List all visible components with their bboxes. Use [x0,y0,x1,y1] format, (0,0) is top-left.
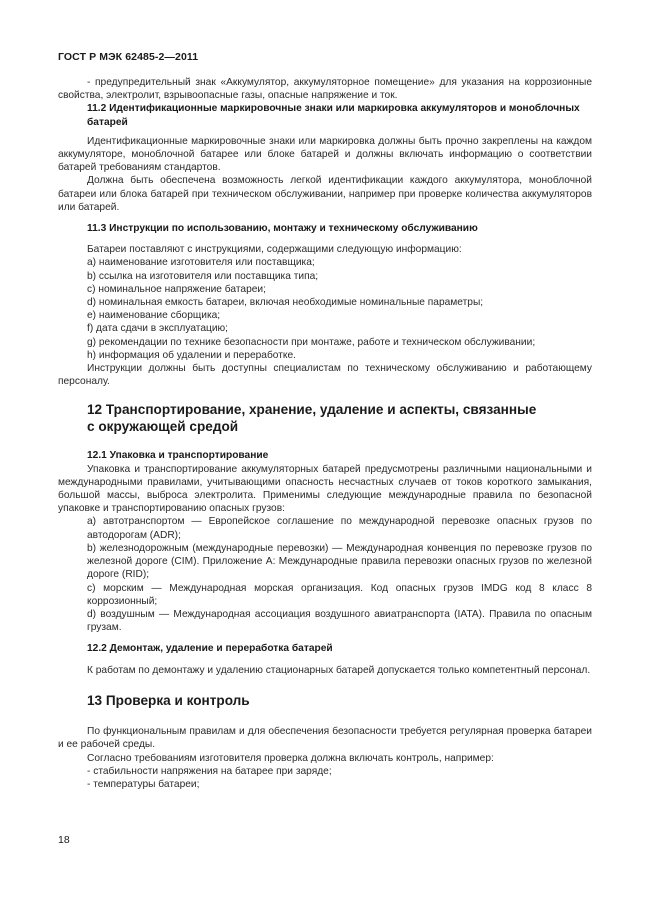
list-item: g) рекомендации по технике безопасности при монтаже, работе и техническом обслуживании; [87,336,536,348]
section-13-paragraph-1: По функциональным правилам и для обеспечения безопасности требуется регулярная проверка батареи и ее рабочей среды. [58,726,592,751]
section-11-3-intro: Батареи поставляют с инструкциями, содержащими следующую информацию: [87,244,462,256]
section-11-2-heading: 11.2 Идентификационные маркировочные знаки или маркировка аккумуляторов и моноблочных батарей [87,103,580,128]
list-item: e) наименование сборщика; [87,310,221,322]
section-12-heading-line-2: с окружающей средой [87,418,239,434]
list-item: a) автотранспортом — Европейское соглашение по международной перевозке опасных грузов по автодорогам (ADR); [87,516,592,541]
section-12-1-heading: 12.1 Упаковка и транспортирование [87,450,269,462]
section-13-heading: 13 Проверка и контроль [87,692,250,708]
section-12-1-paragraph: Упаковка и транспортирование аккумуляторных батарей предусмотрены различными национальными и международными правилами, учитывающими опасность несчастных случаев от токов короткого замыкания, большой массы, выброса электролита. Применимы следующие международные правила по безопасной упаковке и транспортированию опасных грузов: [58,463,592,515]
page-content [58,76,592,791]
list-item: - температуры батареи; [87,779,200,791]
section-11-3-closing: Инструкции должны быть доступны специалистам по техническому обслуживанию и работающему персоналу. [58,363,592,388]
list-item: a) наименование изготовителя или поставщика; [87,257,315,269]
section-12-heading-line-1: 12 Транспортирование, хранение, удаление и аспекты, связанные [87,402,537,418]
section-11-3-heading: 11.3 Инструкции по использованию, монтажу и техническому обслуживанию [87,223,478,235]
list-item: c) морским — Международная морская организация. Код опасных грузов IMDG код 8 класс 8 коррозионный; [87,582,592,607]
list-item: d) воздушным — Международная ассоциация воздушного авиатранспорта (IATA). Правила по опасным грузам. [87,608,592,634]
section-13-paragraph-2: Согласно требованиям изготовителя проверка должна включать контроль, например: [87,752,494,764]
page-number: 18 [58,834,70,846]
list-item: c) номинальное напряжение батареи; [87,283,266,295]
list-item: - стабильности напряжения на батарее при заряде; [87,765,332,777]
document-header: ГОСТ Р МЭК 62485-2—2011 [58,51,199,63]
section-12-2-paragraph: К работам по демонтажу и удалению стационарных батарей допускается только компетентный персонал. [87,664,591,676]
list-item: b) железнодорожным (международные перевозки) — Международная конвенция по перевозке грузов по железной дороге (CIM). Приложение А: Международные правила перевозки опасных грузов по железной дороге (RID); [87,542,592,581]
list-item: h) информация об удалении и переработке. [87,349,296,361]
section-11-2-paragraph-1: Идентификационные маркировочные знаки или маркировка должны быть прочно закреплены на каждом аккумуляторе, моноблочной батарее или блоке батарей и должны включать информацию о соответствии батарей требованиям стандартов. [58,135,592,174]
list-item: b) ссылка на изготовителя или поставщика типа; [87,270,319,282]
warning-sign-item: - предупредительный знак «Аккумулятор, аккумуляторное помещение» для указания на коррозионные свойства, электролит, взрывоопасные газы, опасные напряжение и ток. [58,77,592,102]
section-11-2-paragraph-2: Должна быть обеспечена возможность легкой идентификации каждого аккумулятора, моноблочной батареи или блока батарей при техническом обслуживании, например при проверке количества аккумуляторов или батарей. [58,175,592,213]
list-item: f) дата сдачи в эксплуатацию; [87,323,228,335]
list-item: d) номинальная емкость батареи, включая необходимые номинальные параметры; [87,297,484,309]
section-12-2-heading: 12.2 Демонтаж, удаление и переработка батарей [87,643,333,655]
